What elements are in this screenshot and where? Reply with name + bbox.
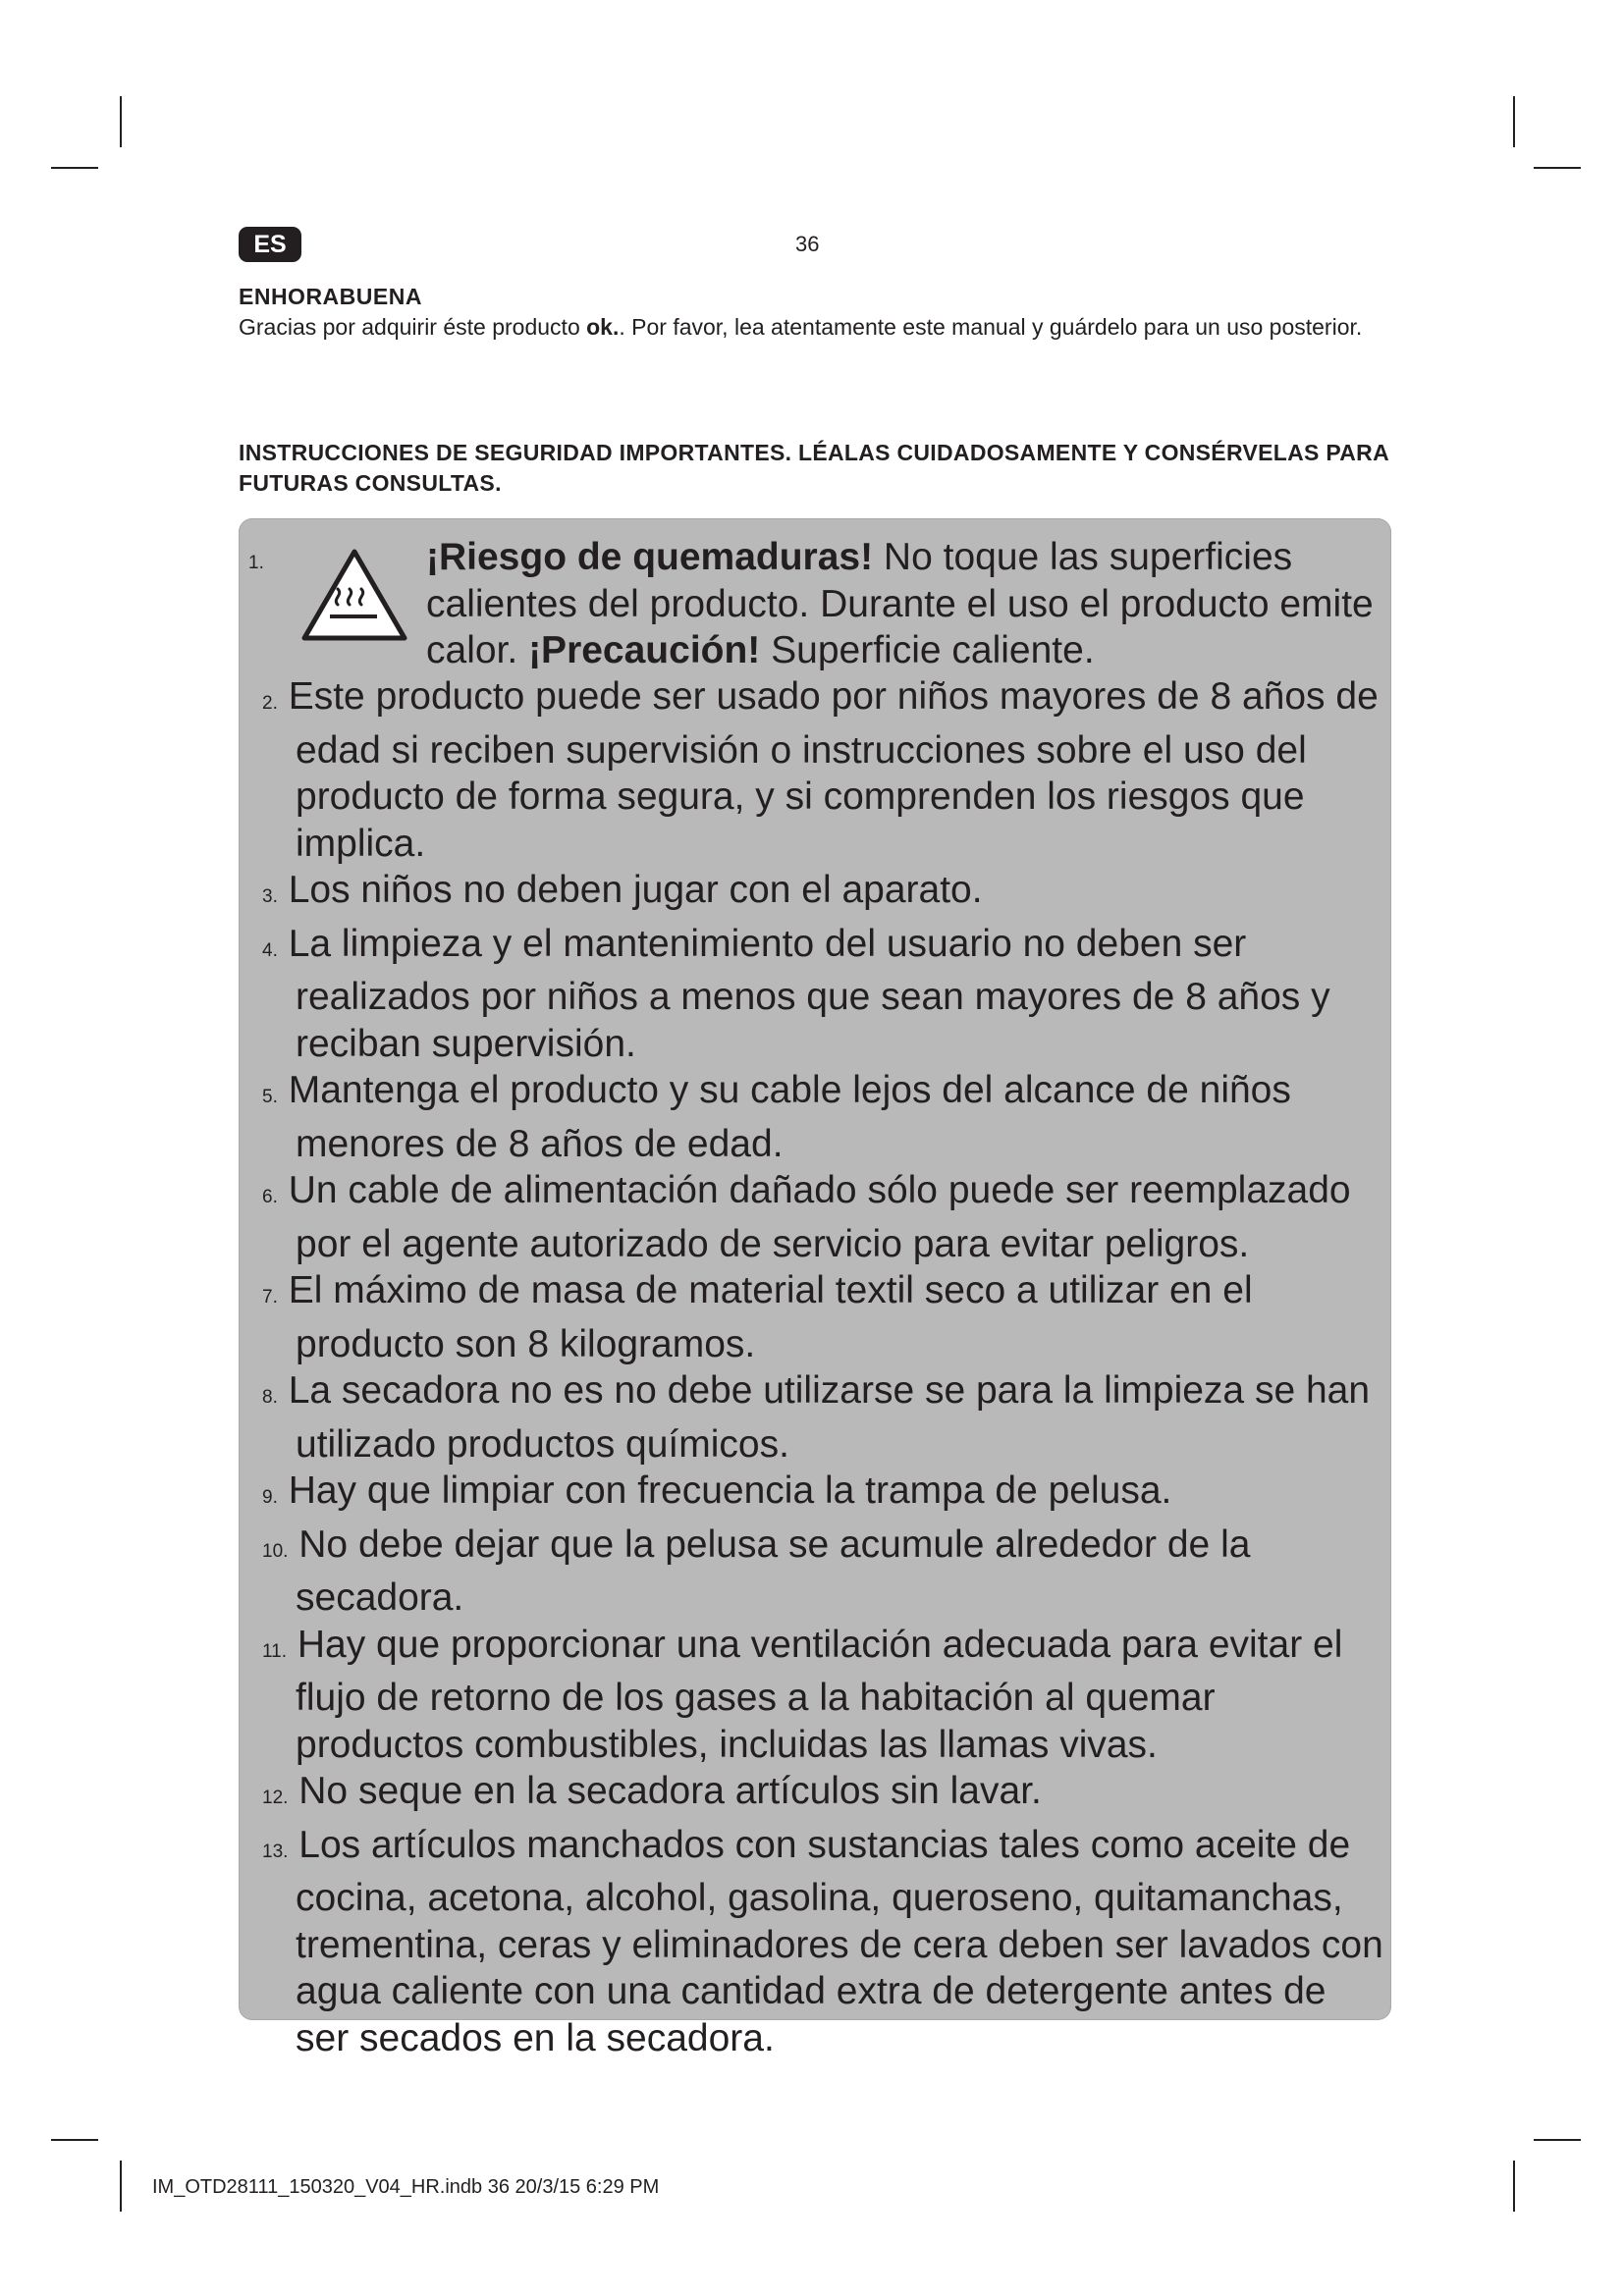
item-number: 2. [262,693,278,714]
item-text: Los artículos manchados con sustancias tales como aceite de cocina, acetona, alcohol, gasolina, queroseno, quitamanchas, trementina, ceras y eliminadores de cera deben ser lavados con agua caliente con una cantidad extra de detergente antes de ser secados en la secadora. [296,1823,1383,2059]
item-text: Los niños no deben jugar con el aparato. [288,869,983,911]
safety-item [239,1167,1391,1267]
safety-item [239,1622,1391,1769]
print-slug: IM_OTD28111_150320_V04_HR.indb 36 20/3/15 6:29 PM [152,2176,660,2198]
item-text: No debe dejar que la pelusa se acumule alrededor de la secadora. [296,1522,1251,1619]
safety-item [239,1067,1391,1167]
item-number: 12. [262,1788,289,1808]
crop-mark [1513,96,1515,147]
item-number: 4. [262,939,278,961]
intro-text [239,312,1397,342]
item-number: 5. [262,1087,278,1107]
safety-notice-box [239,518,1391,2059]
crop-mark [51,2139,98,2141]
safety-heading: INSTRUCCIONES DE SEGURIDAD IMPORTANTES. LÉALAS CUIDADOSAMENTE Y CONSÉRVELAS PARA FUTURAS CONSULTAS. [239,440,1389,496]
item-text: Hay que limpiar con frecuencia la trampa de pelusa. [288,1469,1172,1512]
safety-item [239,921,1391,1068]
item-text-part: Superficie caliente. [760,629,1095,671]
safety-item [239,673,1391,867]
item-number: 6. [262,1187,278,1207]
crop-mark [120,96,122,147]
page-number: 36 [795,232,820,256]
item-text: Un cable de alimentación dañado sólo puede ser reemplazado por el agente autorizado de servicio para evitar peligros. [288,1169,1351,1265]
item-number: 7. [262,1287,278,1308]
item-text: La limpieza y el mantenimiento del usuario no deben ser realizados por niños a menos que sean mayores de 8 años y reciban supervisión. [288,922,1330,1065]
safety-item [239,1267,1391,1367]
burn-risk-warning: ¡Riesgo de quemaduras! [426,536,874,578]
intro-heading: ENHORABUENA [239,284,422,309]
item-text: Mantenga el producto y su cable lejos del alcance de niños menores de 8 años de edad. [288,1069,1291,1165]
item-text: La secadora no es no debe utilizarse se para la limpieza se han utilizado productos químicos. [288,1369,1371,1466]
item-number: 10. [262,1540,289,1562]
language-badge: ES [239,227,301,262]
item-number: 3. [262,886,278,907]
safety-item [239,867,1391,921]
item-text [426,534,1383,674]
crop-mark [120,2161,122,2212]
safety-item [239,1468,1391,1522]
item-number: 8. [262,1387,278,1408]
item-text: No seque en la secadora artículos sin lavar. [298,1770,1042,1812]
safety-item [239,1768,1391,1822]
brand-name: ok. [586,314,620,340]
item-number: 13. [262,1841,289,1862]
item-text: Hay que proporcionar una ventilación adecuada para evitar el flujo de retorno de los gases a la habitación al quemar productos combustibles, incluidas las llamas vivas. [296,1623,1343,1766]
intro-text-before: Gracias por adquirir éste producto [239,314,587,340]
crop-mark [1534,2139,1581,2141]
crop-mark [51,167,98,169]
item-text: El máximo de masa de material textil seco a utilizar en el producto son 8 kilogramos. [288,1269,1253,1365]
item-text-part: No toque las superficies calientes del producto. Durante el uso el producto emite calor. [426,536,1374,671]
crop-mark [1534,167,1581,169]
hot-surface-warning-icon [300,548,408,644]
safety-list [239,673,1391,2061]
safety-item [239,1367,1391,1468]
item-number: 9. [262,1487,278,1508]
caution-label: ¡Precaución! [528,629,761,671]
safety-item [239,1822,1391,2062]
crop-mark [1513,2161,1515,2212]
item-number: 11. [262,1640,288,1662]
item-text: Este producto puede ser usado por niños mayores de 8 años de edad si reciben supervisión o instrucciones sobre el uso del producto de forma segura, y si comprenden los riesgos que implica. [288,675,1379,865]
intro-text-after: . Por favor, lea atentamente este manual y guárdelo para un uso posterior. [619,314,1363,340]
item-number: 1. [248,553,264,573]
safety-item [239,1522,1391,1622]
